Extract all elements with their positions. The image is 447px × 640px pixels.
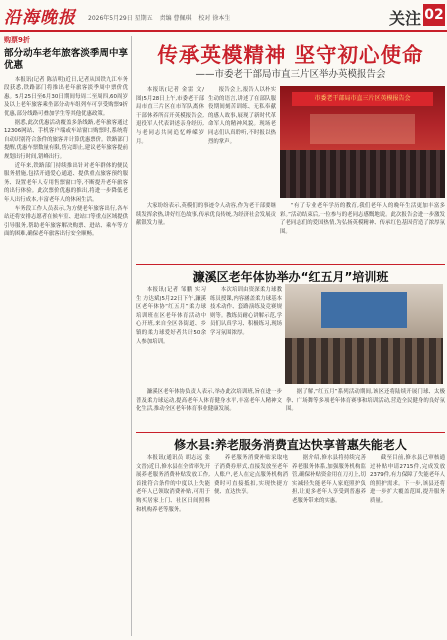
left-paragraph: 近年来,铁路部门持续推出针对老年群体的便民服务措施,包括开通爱心通道、提供重点旅客预约服务、设置老年人专用售票窗口等,不断提升老年旅客的出行体验。此次票价优惠的推出,将进一步降低老年人出行成本,丰富老年人的休闲生活。 [4, 162, 128, 203]
left-paragraph: 据悉,此次优惠活动覆盖多条线路,老年旅客通过12306网站、手机客户端或车站窗口购票时,系统将自动识别符合条件的旅客并计算优惠票价。铁路部门提醒,优惠车票数量有限,售完即止,建议老年旅客提前规划出行时间,错峰出行。 [4, 119, 128, 160]
third-paragraph: 据介绍,修水县将持续完善养老服务体系,加强服务机构监管,确保补贴资金用在刀刃上,切实减轻失能老年人家庭照护负担,让更多老年人享受到普惠养老服务带来的实惠。 [292, 455, 366, 504]
second-paragraph: 本次培训由资深柔力球教练员授课,内容涵盖柔力球基本技术动作、套路演练及竞赛规则等。教练员耐心讲解示范,学员们认真学习、积极练习,现场学习氛围浓厚。 [210, 287, 282, 336]
participants [285, 338, 443, 384]
second-column-1 [136, 286, 206, 384]
main-paragraph: 报告会上,报告人以朴实生动的语言,讲述了在部队服役期间刻苦训练、无私奉献的感人故事,展现了新时代革命军人的精神风貌。现场老同志们认真聆听,不时报以热烈的掌声。 [208, 87, 276, 145]
designer-credit: 校对 徐本生 [198, 15, 231, 22]
third-paragraph: 本报讯(通讯员 胡志远 张文晋)近日,修水县在全省率先开展养老服务消费补贴发放工作,首批符合条件的中度以上失能老年人已领取消费补贴,可用于购买居家上门、社区日间照料和机构养老等服务。 [136, 455, 210, 513]
issue-info [88, 13, 235, 22]
second-paragraph: 据了解,“红五月”系列活动期间,该区还将陆续开展门球、太极拳、广场舞等多项老年体育赛事和培训活动,营造全民健身的良好氛围。 [286, 389, 445, 413]
main-column-1 [136, 86, 204, 198]
left-headline: 部分动车老年旅客淡季周中享优惠 [4, 47, 128, 71]
main-column-3 [136, 202, 276, 260]
main-column-2 [208, 86, 276, 198]
stage-area [310, 114, 415, 144]
second-column-3 [136, 388, 282, 428]
second-paragraph: 本报讯(记者 邹鹏 实习生 方达斌)5月22日下午,濂溪区老年体协“红五月”柔力球培训班在区老年体育活动中心开班,来自全区各街道、乡镇的柔力球爱好者共计50余人参加培训。 [136, 287, 206, 345]
projection-screen [321, 292, 407, 328]
main-headline: 传承英模精神 坚守初心使命 [157, 43, 424, 67]
page-number: 02 [423, 4, 445, 26]
third-column-4 [370, 454, 445, 636]
left-paragraph: 车务段工作人员表示,为方便老年旅客出行,各车站还将安排志愿者在候车室、进站口等重点区域提供引导服务,帮助老年旅客解决购票、进站、乘车等方面的困难,确保老年旅客出行安全顺畅。 [4, 205, 128, 238]
second-column-4 [286, 388, 445, 428]
third-column-3 [292, 454, 366, 636]
third-paragraph: 养老服务消费补贴采取电子消费券形式,直接发放至老年人账户,老人在定点服务机构消费时可直接抵扣,实现快捷方便、直达快享。 [214, 455, 288, 496]
section-rule [136, 432, 445, 433]
third-paragraph: 截至目前,修水县已审核通过补贴申请2715件,完成发放2379件,有力保障了失能老年人的照护需求。下一步,该县还将进一步扩大覆盖范围,提升服务质量。 [370, 455, 445, 504]
main-paragraph: “有了专业老年学历的教育,我们老年人的晚年生活更加丰富多彩。”活动结束后,一位参与的老同志感慨地说。此次报告会进一步激发了老同志们的爱国热情,为弘扬英模精神、传承红色基因营造了浓厚氛围。 [280, 203, 445, 235]
masthead [0, 0, 447, 32]
left-kicker: 购票9折 [4, 36, 30, 44]
main-paragraph: 本报讯(记者 金雷 文/图)5月28日上午,市委老干部局市直三片区在市军队离休干部休养所召开英模报告会,退役军人代表讲述亲身经历,与老同志共同追忆峥嵘岁月。 [136, 87, 204, 145]
third-column-1 [136, 454, 210, 636]
second-headline: 濂溪区老年体协举办“红五月”培训班 [192, 270, 389, 284]
main-subheadline: ——市委老干部局市直三片区举办英模报告会 [195, 69, 386, 80]
third-column-2 [214, 454, 288, 636]
photo-banner: 市委老干部局市直三片区英模报告会 [292, 92, 433, 106]
third-headline: 修水县:养老服务消费直达快享普惠失能老人 [174, 438, 407, 452]
issue-date: 2026年5月29日 星期五 [88, 15, 153, 22]
left-paragraph: 本报讯(记者 陈洁明)近日,记者从国铁九江车务段获悉,铁路部门将推出老年旅客淡季周中票价优惠。5月25日至6月30日期间每周二至周四,60周岁及以上老年旅客乘坐部分动车组列车可享受购票9折优惠,部分线路可叠加学生等其他优惠政策。 [4, 76, 128, 117]
audience [280, 150, 445, 198]
second-paragraph: 濂溪区老年体协负责人表示,举办此次培训班,旨在进一步普及柔力球运动,提高老年人体育健身水平,丰富老年人精神文化生活,推动全区老年体育事业健康发展。 [136, 389, 282, 413]
section-title: 关注 [388, 9, 421, 28]
event-photo [280, 86, 445, 198]
column-divider [131, 36, 132, 636]
second-column-2 [210, 286, 282, 384]
training-photo [285, 284, 443, 384]
main-paragraph: 大家纷纷表示,英模们的事迹令人动容,作为老干部要继续发挥余热,讲好红色故事,传承优良传统,为经济社会发展贡献银发力量。 [136, 203, 276, 227]
newspaper-logo: 沿海晚报 [4, 8, 76, 28]
editor-credit: 责编 曹佩琪 [159, 15, 192, 22]
main-column-4 [280, 202, 445, 260]
left-article [4, 36, 128, 638]
section-rule [136, 264, 445, 265]
